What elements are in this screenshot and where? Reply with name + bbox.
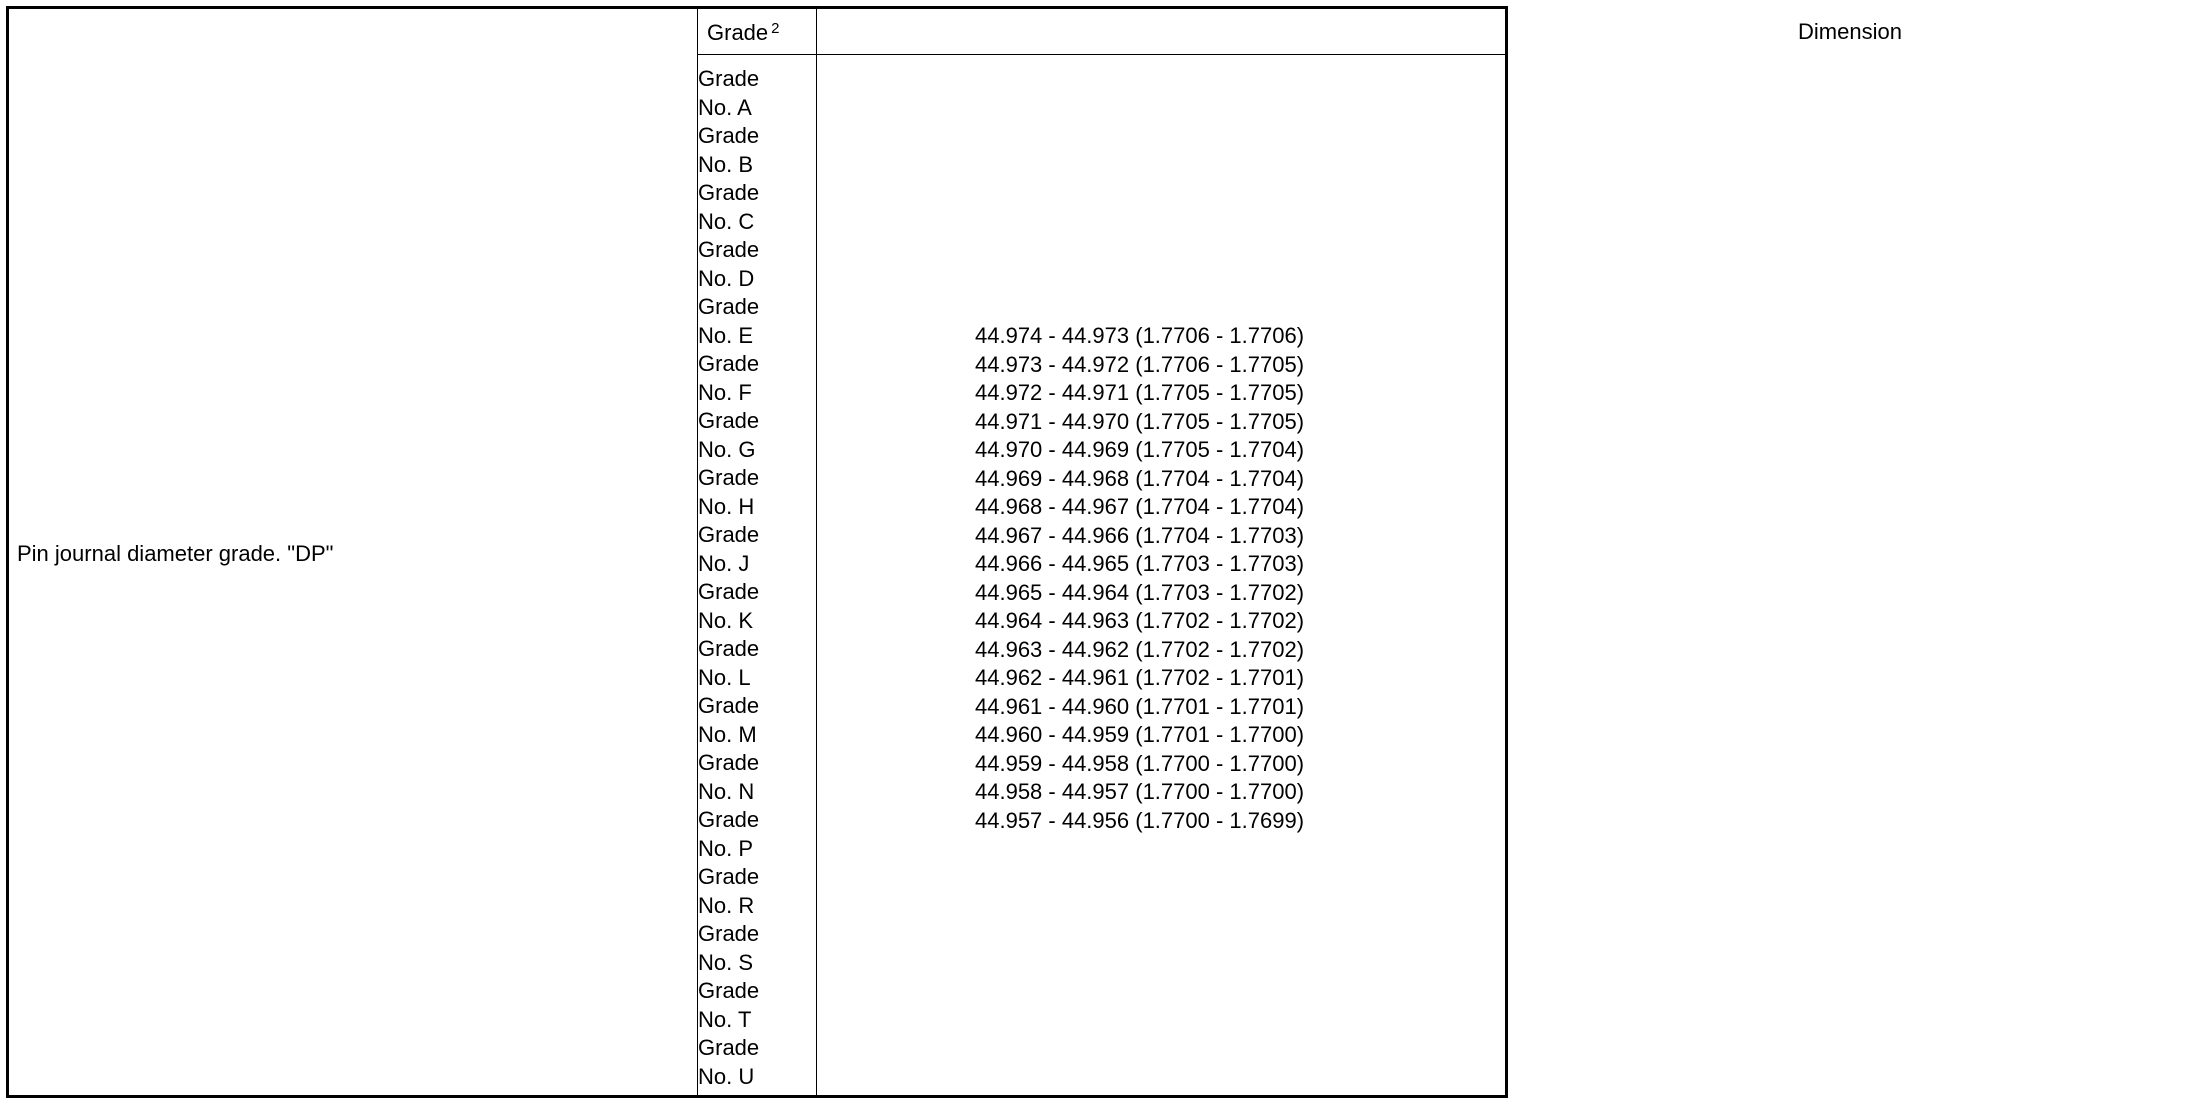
dimension-line: 44.962 - 44.961 (1.7702 - 1.7701)	[975, 665, 1305, 690]
grade-line: Grade	[698, 237, 760, 262]
grade-line: No. H	[698, 493, 755, 519]
dimension-line: 44.967 - 44.966 (1.7704 - 1.7703)	[975, 522, 1305, 548]
grade-line: Grade	[698, 864, 760, 889]
grade-line: Grade	[698, 978, 760, 1003]
dimension-line: 44.966 - 44.965 (1.7703 - 1.7703)	[975, 551, 1305, 576]
dimension-line: 44.971 - 44.970 (1.7705 - 1.7705)	[975, 408, 1305, 434]
dimension-line: 44.959 - 44.958 (1.7700 - 1.7700)	[975, 750, 1305, 776]
dimension-line: 44.965 - 44.964 (1.7703 - 1.7702)	[975, 579, 1305, 605]
grade-line: Grade	[698, 579, 760, 604]
grade-line: No. J	[698, 550, 750, 576]
grade-line: Grade	[698, 465, 760, 490]
grade-line: No. G	[698, 436, 756, 462]
dimension-list	[975, 322, 1304, 835]
grade-line: No. S	[698, 949, 754, 975]
grade-header	[707, 19, 780, 47]
grade-line: No. K	[698, 607, 754, 633]
grade-footnote-marker: 2	[771, 20, 780, 37]
dimension-line: 44.973 - 44.972 (1.7706 - 1.7705)	[975, 351, 1305, 377]
grade-line: No. B	[698, 151, 754, 177]
spec-table	[6, 6, 1902, 1098]
grade-line: No. M	[698, 721, 757, 747]
grade-line: No. R	[698, 892, 755, 918]
grade-line: No. P	[698, 835, 754, 861]
grade-line: Grade	[698, 180, 760, 205]
grade-line: Grade	[698, 921, 760, 946]
dimension-line: 44.972 - 44.971 (1.7705 - 1.7705)	[975, 380, 1305, 405]
dimension-line: 44.961 - 44.960 (1.7701 - 1.7701)	[975, 693, 1305, 719]
dimension-line: 44.958 - 44.957 (1.7700 - 1.7700)	[975, 779, 1305, 804]
grade-line: Grade	[698, 294, 760, 319]
table-header-row	[698, 9, 1902, 55]
grade-line: No. D	[698, 265, 755, 291]
dimension-line: 44.963 - 44.962 (1.7702 - 1.7702)	[975, 636, 1305, 662]
grade-line: No. T	[698, 1006, 752, 1032]
dimension-line: 44.957 - 44.956 (1.7700 - 1.7699)	[975, 807, 1305, 833]
grade-line: No. C	[698, 208, 755, 234]
grade-line: No. L	[698, 664, 751, 690]
grade-line: Grade	[698, 1035, 760, 1060]
dimension-line: 44.969 - 44.968 (1.7704 - 1.7704)	[975, 465, 1305, 491]
grade-line: Grade	[698, 351, 760, 376]
grade-line: Grade	[698, 750, 760, 775]
grade-line: Grade	[698, 66, 760, 91]
grade-line: Grade	[698, 123, 760, 148]
dimension-line: 44.970 - 44.969 (1.7705 - 1.7704)	[975, 437, 1305, 462]
grade-line: Grade	[698, 693, 760, 718]
grade-list	[698, 65, 759, 1091]
grade-line: No. U	[698, 1063, 755, 1089]
grade-line: No. F	[698, 379, 752, 405]
grade-line: No. A	[698, 94, 752, 120]
row-label-cell	[9, 9, 698, 1095]
column-divider	[816, 9, 817, 1095]
grade-line: Grade	[698, 408, 760, 433]
row-label: Pin journal diameter grade. "DP"	[17, 541, 334, 566]
dimension-line: 44.974 - 44.973 (1.7706 - 1.7706)	[975, 323, 1305, 348]
grade-line: No. N	[698, 778, 755, 804]
grade-line: Grade	[698, 636, 760, 661]
grade-line: Grade	[698, 522, 760, 547]
dimension-line: 44.960 - 44.959 (1.7701 - 1.7700)	[975, 722, 1305, 747]
dimension-header: Dimension	[1798, 19, 1902, 44]
grade-line: No. E	[698, 322, 754, 348]
grade-line: Grade	[698, 807, 760, 832]
grade-header-label: Grade	[707, 20, 769, 45]
dimension-line: 44.968 - 44.967 (1.7704 - 1.7704)	[975, 494, 1305, 519]
dimension-line: 44.964 - 44.963 (1.7702 - 1.7702)	[975, 608, 1305, 633]
